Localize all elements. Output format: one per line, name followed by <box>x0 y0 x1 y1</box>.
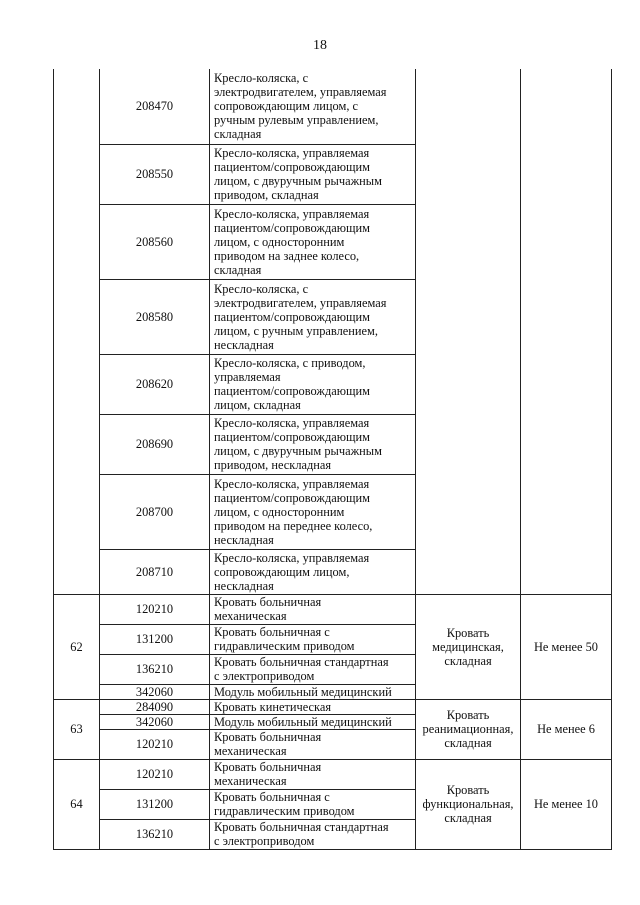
device-type-line: медицинская, <box>432 639 504 654</box>
device-type-line: реанимационная, <box>422 722 514 736</box>
quantity-value: Не менее 6 <box>537 722 595 736</box>
product-code-cell <box>100 714 210 729</box>
product-code-cell <box>100 759 210 789</box>
product-name-line: Кресло-коляска, управляемая <box>214 550 370 565</box>
row-number: 64 <box>70 797 83 811</box>
product-code: 208620 <box>135 377 174 391</box>
product-code-cell <box>100 204 210 279</box>
product-name-cell <box>210 354 416 414</box>
device-type-line: Кровать <box>446 708 490 722</box>
product-code-cell <box>100 594 210 624</box>
product-name-line: пациентом/сопровождающим <box>214 220 371 235</box>
product-code: 208560 <box>135 234 174 249</box>
product-name-line: пациентом/сопровождающим <box>214 384 371 398</box>
product-name-line: пациентом/сопровождающим <box>214 430 371 444</box>
table-row <box>54 699 612 714</box>
product-name-cell <box>210 594 416 624</box>
product-name-line: Кресло-коляска, управляемая <box>214 146 370 160</box>
quantity-value: Не менее 50 <box>533 639 598 654</box>
product-code: 342060 <box>135 684 174 699</box>
device-type-cell <box>416 594 521 699</box>
product-name-line: электродвигателем, управляемая <box>214 85 387 100</box>
product-name-cell <box>210 699 416 714</box>
product-name-line: механическая <box>214 744 287 758</box>
device-type-cell <box>416 699 521 759</box>
product-name-line: нескладная <box>214 578 274 593</box>
product-name-line: лицом, с двуручным рычажным <box>214 174 382 188</box>
product-code-cell <box>100 144 210 204</box>
product-name-line: механическая <box>214 774 287 788</box>
product-name-line: лицом, с двуручным рычажным <box>214 444 382 458</box>
row-number: 62 <box>70 639 83 654</box>
product-name-cell <box>210 684 416 699</box>
product-code: 208710 <box>135 564 174 579</box>
table-row <box>54 759 612 789</box>
product-name-line: приводом, складная <box>214 188 319 202</box>
product-name-line: лицом, с односторонним <box>214 234 345 249</box>
device-type-line: функциональная, <box>422 797 514 811</box>
product-code: 208580 <box>135 309 174 324</box>
product-code: 120210 <box>135 602 174 616</box>
product-name-line: пациентом/сопровождающим <box>214 490 371 505</box>
product-name-line: Кровать больничная с <box>214 790 330 804</box>
product-name-cell <box>210 279 416 354</box>
product-code-cell <box>100 654 210 684</box>
table-row <box>54 594 612 624</box>
product-name-cell <box>210 414 416 474</box>
device-type-line: складная <box>444 653 492 668</box>
product-name-cell <box>210 144 416 204</box>
product-name-line: складная <box>214 127 262 142</box>
device-type-cell <box>416 69 521 594</box>
product-name-line: Кресло-коляска, управляемая <box>214 416 370 430</box>
product-name-line: складная <box>214 262 262 277</box>
product-code-cell <box>100 729 210 759</box>
product-name-line: управляемая <box>214 370 281 384</box>
product-name-cell <box>210 714 416 729</box>
product-name-line: Кресло-коляска, с <box>214 281 309 296</box>
device-type-line: Кровать <box>446 783 490 797</box>
product-code-cell <box>100 624 210 654</box>
product-name-line: Модуль мобильный медицинский <box>214 684 392 699</box>
product-name-cell <box>210 819 416 849</box>
product-code: 136210 <box>135 662 174 676</box>
product-code: 208550 <box>135 167 174 181</box>
product-code: 208690 <box>135 437 174 451</box>
quantity-cell <box>521 699 612 759</box>
product-name-line: Кровать больничная <box>214 595 322 609</box>
product-name-cell <box>210 204 416 279</box>
product-name-line: ручным рулевым управлением, <box>214 113 379 128</box>
device-type-line: складная <box>444 811 492 825</box>
product-code: 136210 <box>135 827 174 841</box>
product-name-cell <box>210 474 416 549</box>
product-name-line: Кресло-коляска, с <box>214 71 309 86</box>
product-name-line: Кровать больничная <box>214 730 322 744</box>
product-name-cell <box>210 654 416 684</box>
product-name-line: с электроприводом <box>214 834 315 848</box>
product-code: 208700 <box>135 504 174 519</box>
product-name-line: лицом, с односторонним <box>214 504 345 519</box>
product-name-line: Кресло-коляска, управляемая <box>214 206 370 221</box>
product-code-cell <box>100 414 210 474</box>
row-number: 63 <box>70 722 83 736</box>
product-code: 131200 <box>135 797 174 811</box>
product-code-cell <box>100 699 210 714</box>
product-name-line: электродвигателем, управляемая <box>214 295 387 310</box>
product-name-line: приводом на переднее колесо, <box>214 518 373 533</box>
product-name-line: Кровать больничная с <box>214 625 330 639</box>
product-name-cell <box>210 624 416 654</box>
row-number-cell <box>54 69 100 594</box>
row-number-cell <box>54 699 100 759</box>
product-name-line: с электроприводом <box>214 669 315 683</box>
product-name-line: приводом, нескладная <box>214 458 332 472</box>
product-name-cell <box>210 729 416 759</box>
product-name-line: механическая <box>214 609 287 623</box>
product-name-line: Кровать кинетическая <box>214 699 332 714</box>
product-code-cell <box>100 684 210 699</box>
product-name-line: гидравлическим приводом <box>214 639 355 653</box>
product-name-line: пациентом/сопровождающим <box>214 309 371 324</box>
product-name-line: лицом, складная <box>214 398 301 412</box>
table-row <box>54 69 612 144</box>
product-name-line: Кресло-коляска, управляемая <box>214 476 370 491</box>
product-code-cell <box>100 819 210 849</box>
product-name-cell <box>210 759 416 789</box>
product-code-cell <box>100 474 210 549</box>
product-name-line: Кресло-коляска, с приводом, <box>214 356 366 370</box>
product-name-line: нескладная <box>214 337 274 352</box>
page-number: 18 <box>313 38 327 53</box>
product-name-line: лицом, с ручным управлением, <box>214 323 378 338</box>
quantity-value: Не менее 10 <box>533 797 598 811</box>
product-code-cell <box>100 789 210 819</box>
product-name-line: сопровождающим лицом, с <box>214 99 359 114</box>
quantity-cell <box>521 594 612 699</box>
product-code: 284090 <box>135 699 174 714</box>
product-name-cell <box>210 789 416 819</box>
product-name-line: нескладная <box>214 532 274 547</box>
product-name-line: Кровать больничная стандартная <box>214 820 389 834</box>
device-type-cell <box>416 759 521 849</box>
product-code: 342060 <box>135 714 174 729</box>
product-name-line: пациентом/сопровождающим <box>214 160 371 174</box>
product-code-cell <box>100 69 210 144</box>
product-name-line: сопровождающим лицом, <box>214 564 350 579</box>
product-code-cell <box>100 354 210 414</box>
device-type-line: Кровать <box>446 625 490 640</box>
product-name-cell <box>210 549 416 594</box>
quantity-cell <box>521 759 612 849</box>
row-number-cell <box>54 759 100 849</box>
product-code-cell <box>100 549 210 594</box>
equipment-table <box>53 69 612 850</box>
device-type-line: складная <box>444 736 492 750</box>
product-name-line: приводом на заднее колесо, <box>214 248 360 263</box>
product-code: 208470 <box>135 99 174 114</box>
product-name-line: Кровать больничная стандартная <box>214 655 389 669</box>
product-code: 131200 <box>135 632 174 646</box>
row-number-cell <box>54 594 100 699</box>
product-name-line: гидравлическим приводом <box>214 804 355 818</box>
quantity-cell <box>521 69 612 594</box>
product-code: 120210 <box>135 767 174 781</box>
product-name-line: Кровать больничная <box>214 760 322 774</box>
product-name-line: Модуль мобильный медицинский <box>214 714 392 729</box>
product-code-cell <box>100 279 210 354</box>
product-name-cell <box>210 69 416 144</box>
product-code: 120210 <box>135 737 174 751</box>
